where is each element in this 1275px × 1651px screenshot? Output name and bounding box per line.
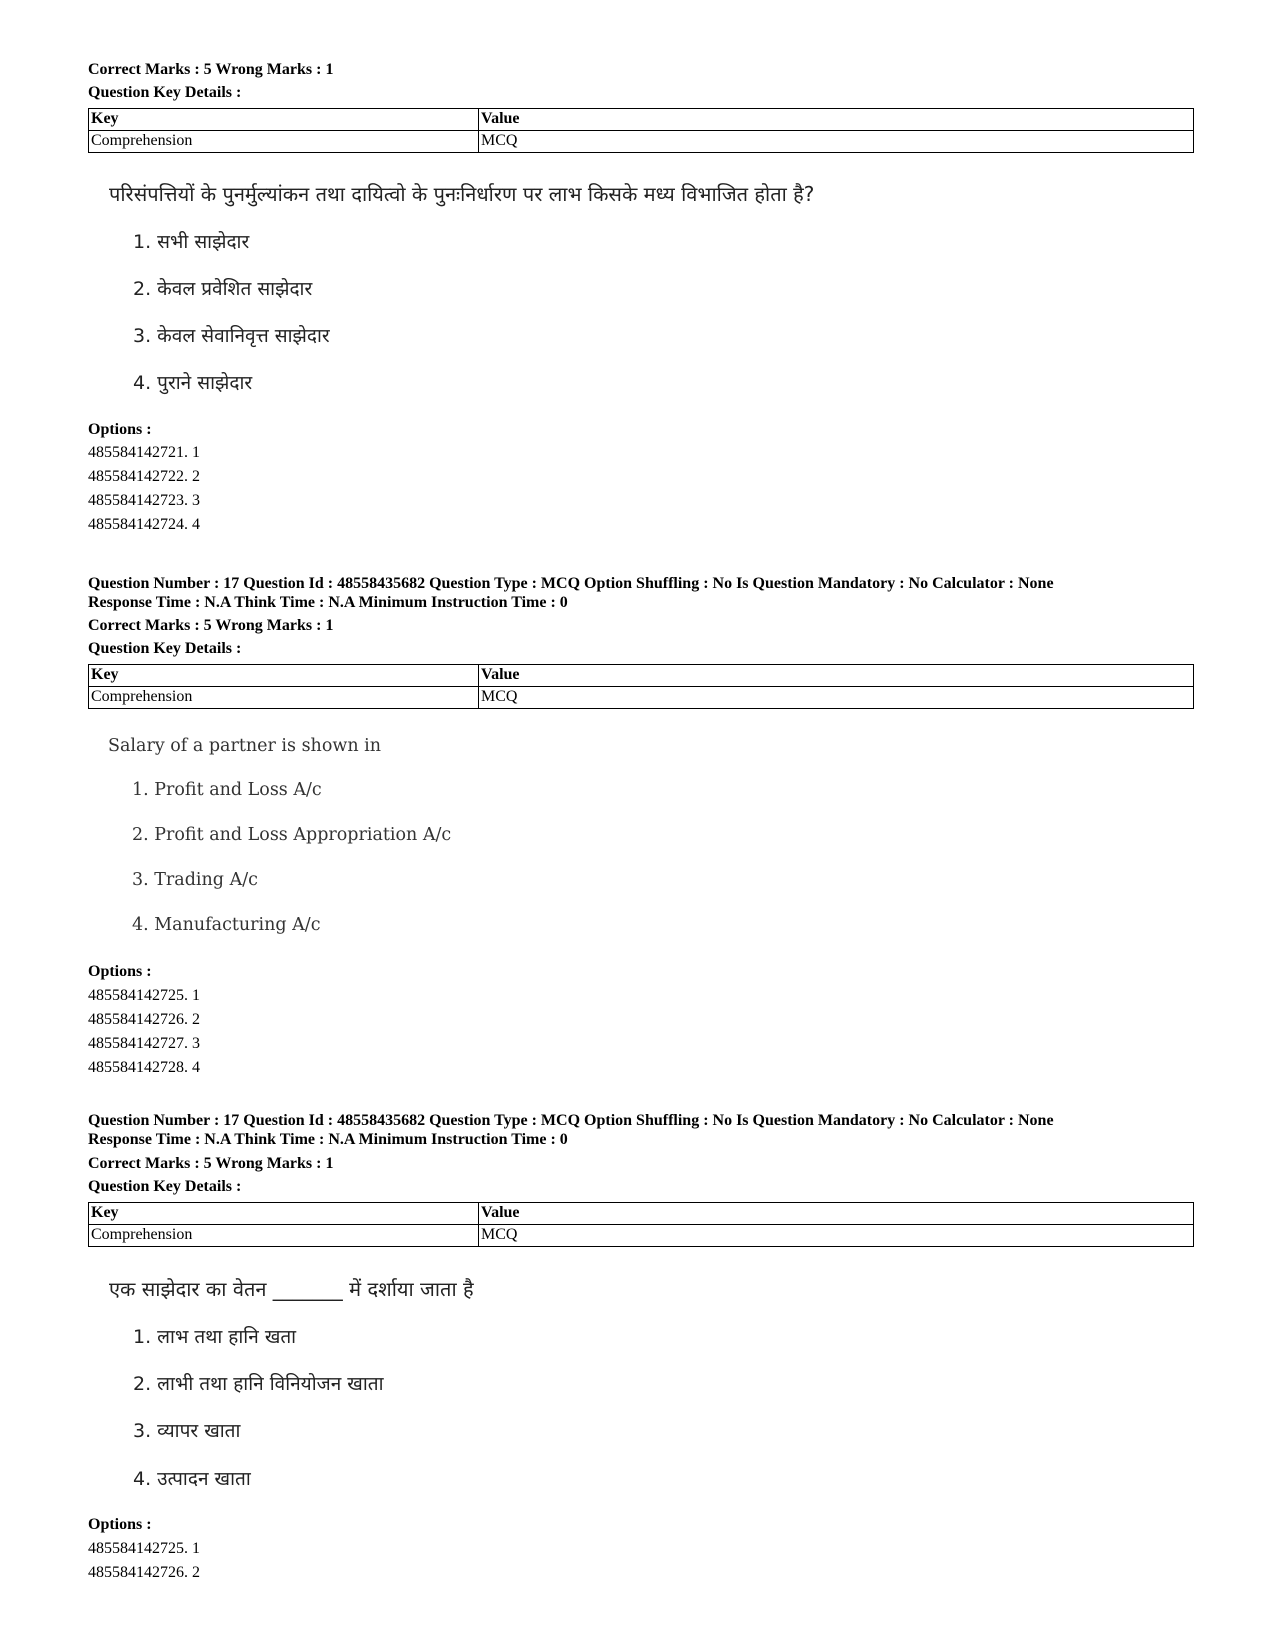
table-cell-value: MCQ bbox=[479, 687, 1194, 709]
choice-1: 1. सभी साझेदार bbox=[133, 231, 250, 253]
question-text: परिसंपत्तियों के पुनर्मुल्यांकन तथा दायित्वो के पुनःनिर्धारण पर लाभ किसके मध्य विभाजित होता है? bbox=[109, 182, 815, 206]
choice-3: 3. केवल सेवानिवृत्त साझेदार bbox=[133, 325, 330, 347]
table-header-value: Value bbox=[479, 665, 1194, 687]
table-header-key: Key bbox=[89, 1203, 479, 1225]
table-header-key: Key bbox=[89, 665, 479, 687]
table-cell-key: Comprehension bbox=[89, 687, 479, 709]
table-cell-value: MCQ bbox=[479, 131, 1194, 153]
marks-line: Correct Marks : 5 Wrong Marks : 1 bbox=[88, 1155, 334, 1172]
option-id-4: 485584142728. 4 bbox=[88, 1059, 200, 1076]
option-id-1: 485584142725. 1 bbox=[88, 1540, 200, 1557]
question-header-line-1: Question Number : 17 Question Id : 48558435682 Question Type : MCQ Option Shuffling : No Is Question Mandatory : No Calculator : None bbox=[88, 575, 1054, 592]
table-cell-key: Comprehension bbox=[89, 131, 479, 153]
question-text: Salary of a partner is shown in bbox=[108, 736, 382, 756]
option-id-4: 485584142724. 4 bbox=[88, 516, 200, 533]
option-id-3: 485584142723. 3 bbox=[88, 492, 200, 509]
choice-2: 2. केवल प्रवेशित साझेदार bbox=[133, 278, 313, 300]
options-label: Options : bbox=[88, 421, 152, 438]
choice-3: 3. व्यापर खाता bbox=[133, 1420, 241, 1442]
question-key-details-label: Question Key Details : bbox=[88, 1178, 242, 1195]
option-id-2: 485584142726. 2 bbox=[88, 1011, 200, 1028]
choice-4: 4. उत्पादन खाता bbox=[133, 1468, 251, 1490]
key-value-table bbox=[88, 108, 1194, 153]
table-cell-key: Comprehension bbox=[89, 1225, 479, 1247]
table-header-value: Value bbox=[479, 109, 1194, 131]
choice-1: 1. लाभ तथा हानि खता bbox=[133, 1326, 297, 1348]
option-id-2: 485584142726. 2 bbox=[88, 1564, 200, 1581]
choice-2: 2. Profit and Loss Appropriation A/c bbox=[132, 825, 452, 845]
option-id-3: 485584142727. 3 bbox=[88, 1035, 200, 1052]
question-key-details-label: Question Key Details : bbox=[88, 640, 242, 657]
choice-4: 4. Manufacturing A/c bbox=[132, 915, 321, 935]
table-cell-value: MCQ bbox=[479, 1225, 1194, 1247]
options-label: Options : bbox=[88, 963, 152, 980]
choice-4: 4. पुराने साझेदार bbox=[133, 372, 253, 394]
marks-line: Correct Marks : 5 Wrong Marks : 1 bbox=[88, 61, 334, 78]
options-label: Options : bbox=[88, 1516, 152, 1533]
option-id-2: 485584142722. 2 bbox=[88, 468, 200, 485]
choice-2: 2. लाभी तथा हानि विनियोजन खाता bbox=[133, 1373, 384, 1395]
table-header-value: Value bbox=[479, 1203, 1194, 1225]
question-header-line-2: Response Time : N.A Think Time : N.A Minimum Instruction Time : 0 bbox=[88, 1131, 568, 1148]
question-header-line-1: Question Number : 17 Question Id : 48558435682 Question Type : MCQ Option Shuffling : No Is Question Mandatory : No Calculator : None bbox=[88, 1112, 1054, 1129]
key-value-table bbox=[88, 1202, 1194, 1247]
marks-line: Correct Marks : 5 Wrong Marks : 1 bbox=[88, 617, 334, 634]
option-id-1: 485584142725. 1 bbox=[88, 987, 200, 1004]
question-key-details-label: Question Key Details : bbox=[88, 84, 242, 101]
key-value-table bbox=[88, 664, 1194, 709]
question-text: एक साझेदार का वेतन _______ में दर्शाया जाता है bbox=[109, 1277, 474, 1301]
option-id-1: 485584142721. 1 bbox=[88, 444, 200, 461]
question-header-line-2: Response Time : N.A Think Time : N.A Minimum Instruction Time : 0 bbox=[88, 594, 568, 611]
choice-1: 1. Profit and Loss A/c bbox=[132, 780, 322, 800]
choice-3: 3. Trading A/c bbox=[132, 870, 258, 890]
table-header-key: Key bbox=[89, 109, 479, 131]
